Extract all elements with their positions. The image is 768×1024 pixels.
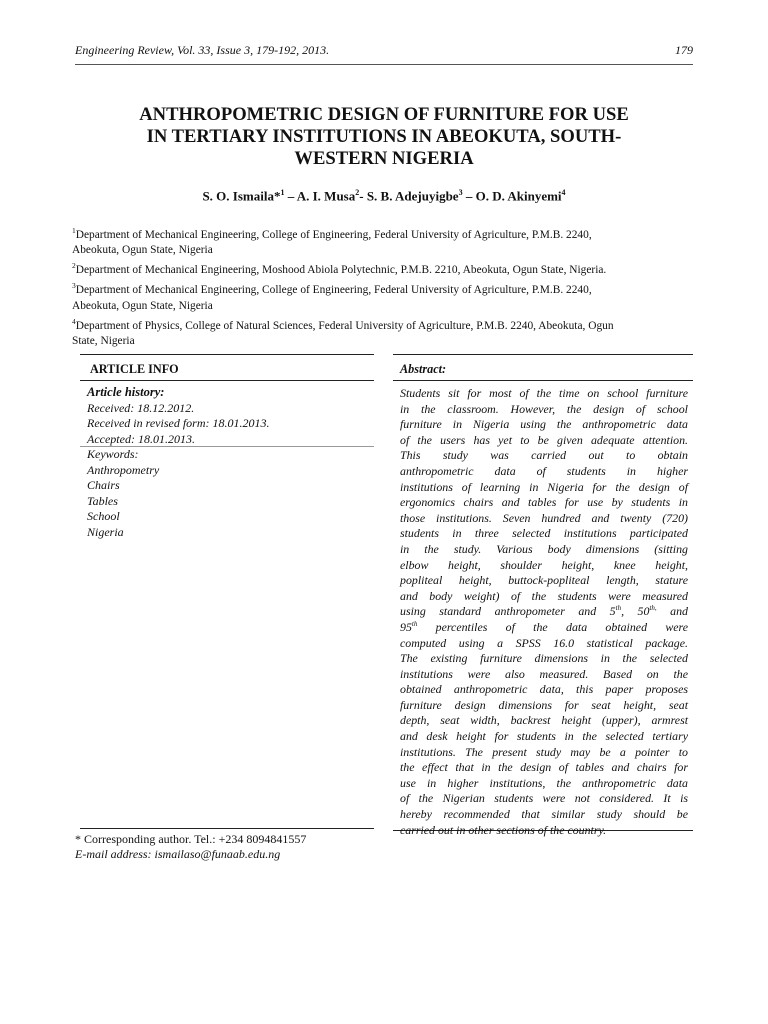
affiliation-text: Department of Mechanical Engineering, Moshood Abiola Polytechnic, P.M.B. 2210, Abeokuta, Ogun State, Nigeria. <box>75 264 607 277</box>
abstract-line: obtained anthropometric data, this paper proposes <box>400 682 688 697</box>
abstract-fragment: using standard anthropometer and 5 <box>400 604 616 619</box>
keyword: Nigeria <box>87 524 124 539</box>
abstract-line: of the Nigerian students were not considered. It is <box>400 791 688 806</box>
title-line: IN TERTIARY INSTITUTIONS IN ABEOKUTA, SOUTH- <box>146 126 622 147</box>
abstract-line: of the users has yet to be given adequate attention. <box>400 432 688 447</box>
abstract-line: in the classroom. However, the design of school <box>400 401 688 416</box>
paper-title <box>100 104 668 170</box>
abstract-fragment: 95 <box>400 619 412 634</box>
author-sup: 3 <box>458 188 463 197</box>
affiliation-text: Department of Mechanical Engineering, College of Engineering, Federal University of Agriculture, P.M.B. 2240, <box>75 228 592 241</box>
title-line: WESTERN NIGERIA <box>294 148 474 169</box>
abstract-line: institutions. The present study may be a pointer to <box>400 744 688 759</box>
article-info-under-rule <box>80 380 374 381</box>
abstract-line: those institutions. Seven hundred and twenty (720) <box>400 510 688 525</box>
corresponding-author-text: Corresponding author. Tel.: +234 8094841557 <box>81 832 307 846</box>
author-name: S. O. Ismaila* <box>202 188 281 204</box>
abstract-line: institutions were also measured. Based on the <box>400 666 688 681</box>
abstract-fragment: percentiles of the data obtained were <box>417 619 688 634</box>
abstract-line: in the study. Various body dimensions (sitting <box>400 541 688 556</box>
abstract-heading: Abstract: <box>400 362 447 376</box>
keyword: School <box>87 509 120 524</box>
abstract-line: furniture design dimensions for seat height, seat <box>400 697 688 712</box>
abstract-line: carried out in other sections of the country. <box>400 822 607 837</box>
author-list <box>75 188 693 204</box>
affiliation-line <box>72 314 694 334</box>
title-line: ANTHROPOMETRIC DESIGN OF FURNITURE FOR USE <box>139 104 629 125</box>
abstract-sup: th <box>411 619 418 628</box>
affiliation-line: Abeokuta, Ogun State, Nigeria <box>72 244 213 257</box>
keyword: Tables <box>87 493 118 508</box>
accepted-date: Accepted: 18.01.2013. <box>87 431 195 446</box>
abstract-line: use in higher institutions, the anthropometric data <box>400 775 688 790</box>
abstract-body <box>400 386 688 838</box>
author-sup: 4 <box>561 188 566 197</box>
keywords-block <box>87 447 372 541</box>
abstract-line: institutions of learning in Nigeria for the design of <box>400 479 688 494</box>
author-sup: 1 <box>280 188 285 197</box>
abstract-sup: th, <box>649 604 657 613</box>
affiliation-line <box>72 258 694 278</box>
author-name: - S. B. Adejuyigbe <box>359 188 459 204</box>
received-date: Received: 18.12.2012. <box>87 400 195 415</box>
abstract-line-percentiles <box>400 604 688 620</box>
article-history-label: Article history <box>87 385 161 399</box>
abstract-line: computed using a SPSS 16.0 statistical package. <box>400 635 688 650</box>
keyword: Chairs <box>87 478 120 493</box>
abstract-under-rule <box>393 380 693 381</box>
affiliation-line <box>72 223 694 243</box>
author-sup: 2 <box>355 188 360 197</box>
abstract-line: Students sit for most of the time on school furniture <box>400 386 688 400</box>
abstract-line: furniture in Nigeria using the anthropometric data <box>400 417 688 432</box>
abstract-line: ergonomics chairs and tables for use by students in <box>400 495 688 510</box>
email-address[interactable]: E-mail address: ismailaso@funaab.edu.ng <box>75 847 281 861</box>
abstract-line: the effect that in the design of tables and chairs for <box>400 760 688 775</box>
abstract-line-percentiles <box>400 620 688 636</box>
affiliation-sup: 3 <box>72 281 76 291</box>
affiliation-text: Department of Physics, College of Natural Sciences, Federal University of Agriculture, P.M.B. 2240, Abeokuta, Ogun <box>75 319 614 332</box>
affiliation-line: Abeokuta, Ogun State, Nigeria <box>72 299 213 312</box>
affiliations <box>72 223 694 349</box>
abstract-line: students in three selected institutions participated <box>400 526 688 541</box>
abstract-line: anthropometric data of students in higher <box>400 463 688 478</box>
corresponding-author-note <box>75 832 375 862</box>
abstract-line: and body weight) of the students were measured <box>400 588 688 603</box>
abstract-sup: th <box>615 604 622 613</box>
affiliation-line: State, Nigeria <box>72 334 135 347</box>
abstract-fragment: and <box>656 604 688 619</box>
abstract-line: depth, seat width, backrest height (upper), armrest <box>400 713 688 728</box>
abstract-line: elbow height, shoulder height, knee height, <box>400 557 688 572</box>
article-history <box>87 385 372 447</box>
article-info-heading: ARTICLE INFO <box>90 362 179 376</box>
abstract-line: This study was carried out to obtain <box>400 448 688 463</box>
article-info-bottom-rule <box>80 828 374 829</box>
affiliation-sup: 2 <box>72 261 76 271</box>
running-head <box>75 43 693 58</box>
abstract-top-rule <box>393 354 693 355</box>
affiliation-sup: 4 <box>72 316 76 326</box>
affiliation-sup: 1 <box>72 226 76 235</box>
page-number: 179 <box>675 43 693 57</box>
abstract-line: hereby recommended that similar study should be <box>400 807 688 822</box>
abstract-fragment: , 50 <box>621 604 650 619</box>
header-rule <box>75 64 693 65</box>
revised-date: Received in revised form: 18.01.2013. <box>87 416 270 430</box>
footnote-star: * <box>75 832 81 846</box>
author-name: – A. I. Musa <box>284 188 356 204</box>
keywords-label: Keywords: <box>87 447 139 461</box>
journal-citation: Engineering Review, Vol. 33, Issue 3, 179-192, 2013. <box>75 43 330 57</box>
keyword: Anthropometry <box>87 462 160 477</box>
abstract-line: The existing furniture dimensions in the selected <box>400 651 688 666</box>
affiliation-line <box>72 278 694 298</box>
abstract-line: and desk height for students in the selected tertiary <box>400 729 688 744</box>
author-name: – O. D. Akinyemi <box>462 188 562 204</box>
article-history-colon: : <box>160 385 165 399</box>
affiliation-text: Department of Mechanical Engineering, College of Engineering, Federal University of Agriculture, P.M.B. 2240, <box>75 284 592 297</box>
abstract-line: popliteal height, buttock-popliteal length, stature <box>400 573 688 588</box>
article-info-top-rule <box>80 354 374 355</box>
